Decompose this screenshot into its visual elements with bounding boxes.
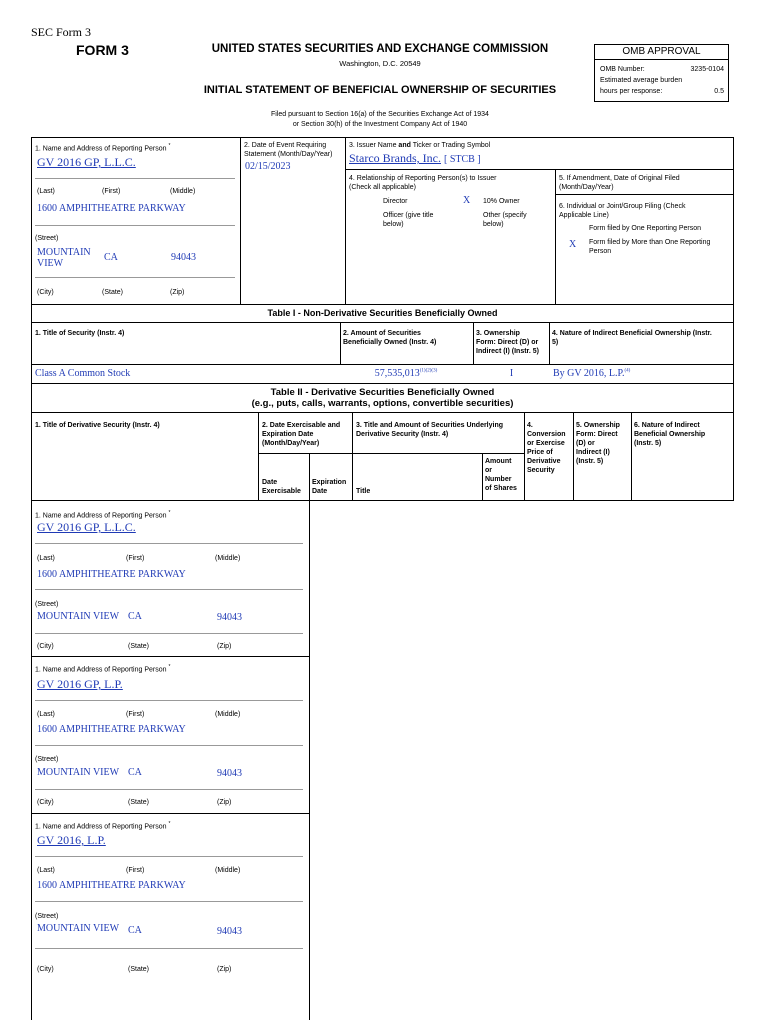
reporting-person-block (31, 500, 309, 656)
person-name-link[interactable]: GV 2016 GP, L.P. (37, 677, 123, 691)
box6-label: 6. Individual or Joint/Group Filing (Check Applicable Line) (559, 203, 686, 219)
person-label: 1. Name and Address of Reporting Person * (35, 510, 171, 520)
table2-sub-expiration: Expiration Date (312, 479, 347, 495)
table2-col-conversion: 4. Conversion or Exercise Price of Derivative Security (527, 422, 566, 474)
city-value: MOUNTAIN VIEW (37, 611, 120, 622)
table2-col-title: 1. Title of Derivative Security (Instr. 4) (35, 422, 160, 429)
last-label: (Last) (37, 867, 55, 874)
omb-approval-box (594, 44, 729, 102)
zip-value: 94043 (171, 252, 196, 263)
box4-label: 4. Relationship of Reporting Person(s) to Issuer (Check all applicable) (349, 175, 497, 191)
agency-name: UNITED STATES SECURITIES AND EXCHANGE COMMISSION (211, 43, 549, 55)
state-label: (State) (128, 799, 150, 806)
event-date-value: 02/15/2023 (245, 161, 291, 172)
more-than-one-check: X (569, 239, 577, 250)
box1-label: 1. Name and Address of Reporting Person * (35, 143, 171, 153)
reporting-person-block (31, 813, 309, 1013)
state-value: CA (128, 767, 142, 778)
table1-nature: By GV 2016, L.P.$^{(4)}$ (553, 368, 631, 379)
table2-col-ownership: 5. Ownership Form: Direct (D) or Indirect (I) (Instr. 5) (576, 422, 620, 465)
omb-burden-label2: hours per response: (600, 88, 663, 95)
table2-sub-amount: Amount or Number of Shares (485, 458, 517, 492)
table2-col-dates: 2. Date Exercisable and Expiration Date (Month/Day/Year) (262, 422, 341, 447)
state-label: (State) (128, 643, 150, 650)
zip-value: 94043 (217, 926, 242, 937)
state-value: CA (104, 252, 118, 263)
table1-col-nature: 4. Nature of Indirect Beneficial Ownership (Instr. 5) (552, 330, 712, 346)
street-value: 1600 AMPHITHEATRE PARKWAY (37, 203, 186, 214)
statement-title: INITIAL STATEMENT OF BENEFICIAL OWNERSHIP OF SECURITIES (203, 84, 557, 96)
table1-ownership-form: I (509, 368, 514, 379)
table1-title: Table I - Non-Derivative Securities Beneficially Owned (267, 308, 498, 318)
street-value: 1600 AMPHITHEATRE PARKWAY (37, 724, 186, 735)
first-label: (First) (102, 188, 121, 195)
ticker-symbol: STCB (449, 154, 475, 165)
director-check: X (463, 195, 471, 206)
omb-burden-label1: Estimated average burden (600, 77, 683, 84)
state-label: (State) (128, 966, 150, 973)
officer-label: Officer (give title below) (383, 212, 434, 228)
middle-label: (Middle) (215, 867, 241, 874)
director-label: Director (383, 198, 408, 205)
table2-col-underlying: 3. Title and Amount of Securities Underlying Derivative Security (Instr. 4) (356, 422, 504, 438)
other-label: Other (specify below) (483, 212, 527, 228)
form-title: FORM 3 (76, 42, 129, 58)
box2-label: 2. Date of Event Requiring Statement (Month/Day/Year) (244, 142, 333, 158)
street-value: 1600 AMPHITHEATRE PARKWAY (37, 880, 186, 891)
one-person-label: Form filed by One Reporting Person (589, 225, 702, 232)
city-value: MOUNTAIN VIEW (37, 247, 91, 269)
city-label: (City) (37, 966, 54, 973)
last-label: (Last) (37, 188, 55, 195)
table1-nature-footnote[interactable]: (4) (624, 368, 631, 374)
reporting-person-block (31, 656, 309, 813)
zip-label: (Zip) (170, 289, 185, 296)
omb-title: OMB APPROVAL (595, 45, 728, 60)
reporting-person-name-link[interactable]: GV 2016 GP, L.L.C. (37, 155, 136, 169)
last-label: (Last) (37, 555, 55, 562)
middle-label: (Middle) (215, 711, 241, 718)
table1-amount: $57,535,013^{(1)(2)(3)}$ (374, 368, 438, 379)
table2-sub-date-exercisable: Date Exercisable (262, 479, 301, 495)
first-label: (First) (126, 711, 145, 718)
table1-security-title: Class A Common Stock (35, 368, 131, 379)
street-label: (Street) (35, 601, 59, 608)
agency-location: Washington, D.C. 20549 (339, 59, 421, 68)
omb-number-label: OMB Number: (600, 66, 645, 73)
zip-value: 94043 (217, 768, 242, 779)
issuer-name-link[interactable]: Starco Brands, Inc. (349, 151, 441, 165)
zip-value: 94043 (217, 612, 242, 623)
zip-label: (Zip) (217, 799, 232, 806)
person-name-link[interactable]: GV 2016 GP, L.L.C. (37, 520, 136, 534)
city-label: (City) (37, 799, 54, 806)
city-label: (City) (37, 643, 54, 650)
person-label: 1. Name and Address of Reporting Person * (35, 664, 171, 674)
table1-col-ownership: 3. Ownership Form: Direct (D) or Indirect (I) (Instr. 5) (476, 330, 540, 355)
last-label: (Last) (37, 711, 55, 718)
table1-amount-footnote[interactable]: (1)(2)(3) (419, 368, 438, 374)
city-label: (City) (37, 289, 54, 296)
street-label: (Street) (35, 913, 59, 920)
street-label: (Street) (35, 756, 59, 763)
table2-col-nature: 6. Nature of Indirect Beneficial Ownership (Instr. 5) (634, 422, 706, 447)
table2-sub-title: Title (356, 488, 371, 495)
ten-percent-owner-label: 10% Owner (483, 198, 520, 205)
filed-pursuant-line1: Filed pursuant to Section 16(a) of the Securities Exchange Act of 1934 (271, 111, 489, 118)
omb-number-value: 3235-0104 (690, 66, 724, 73)
table1-col-amount: 2. Amount of Securities Beneficially Owned (Instr. 4) (343, 330, 437, 346)
more-than-one-label: Form filed by More than One Reporting Person (589, 239, 711, 255)
doc-label: SEC Form 3 (31, 25, 92, 39)
street-label: (Street) (35, 235, 59, 242)
box5-label: 5. If Amendment, Date of Original Filed (Month/Day/Year) (559, 175, 680, 191)
table1-col-title: 1. Title of Security (Instr. 4) (35, 330, 125, 337)
zip-label: (Zip) (217, 966, 232, 973)
state-value: CA (128, 611, 142, 622)
state-label: (State) (102, 289, 124, 296)
issuer-ticker: Starco Brands, Inc. [ STCB ] (349, 151, 481, 165)
omb-burden-value: 0.5 (714, 88, 724, 95)
person-name-link[interactable]: GV 2016, L.P. (37, 833, 106, 847)
filed-pursuant-line2: or Section 30(h) of the Investment Company Act of 1940 (292, 121, 468, 128)
city-value: MOUNTAIN VIEW (37, 923, 120, 934)
street-value: 1600 AMPHITHEATRE PARKWAY (37, 569, 186, 580)
first-label: (First) (126, 867, 145, 874)
person-label: 1. Name and Address of Reporting Person * (35, 821, 171, 831)
table2-title: Table II - Derivative Securities Beneficially Owned (e.g., puts, calls, warrants, options, convertible securities) (251, 387, 514, 409)
zip-label: (Zip) (217, 643, 232, 650)
state-value: CA (128, 925, 142, 936)
city-value: MOUNTAIN VIEW (37, 767, 120, 778)
first-label: (First) (126, 555, 145, 562)
middle-label: (Middle) (215, 555, 241, 562)
box3-label: 3. Issuer Name and Ticker or Trading Symbol (349, 142, 491, 149)
middle-label: (Middle) (170, 188, 196, 195)
